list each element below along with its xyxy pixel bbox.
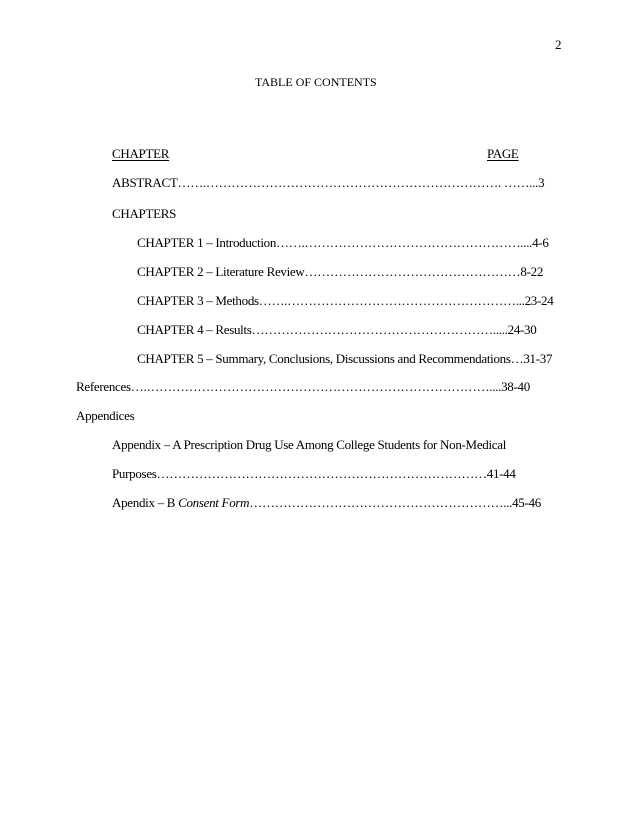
appendix-b-prefix: Apendix – B [112,495,179,510]
toc-entry-chapter-2: CHAPTER 2 – Literature Review……………………………………………8-22 [137,264,544,279]
toc-entry-chapter-3: CHAPTER 3 – Methods…….………………………………………………...23-24 [137,293,554,308]
toc-entry-abstract: ABSTRACT…….……………………………………………………………. ……...3 [112,175,545,190]
page-title: TABLE OF CONTENTS [255,75,377,89]
toc-entry-appendix-a-line2: Purposes……………………………………………………………………41-44 [112,466,516,481]
toc-entry-references: References….………………………………………………………………………....38-40 [76,379,530,394]
toc-entry-appendix-a-line1: Appendix – A Prescription Drug Use Among College Students for Non-Medical [112,437,507,452]
toc-entry-chapter-4: CHAPTER 4 – Results………………………………………………….....24-30 [137,322,537,337]
page-column-header: PAGE [487,146,519,161]
appendix-b-suffix: ……………………………………………………...45-46 [249,495,541,510]
chapters-heading: CHAPTERS [112,206,177,221]
appendices-heading: Appendices [76,408,135,423]
toc-entry-appendix-b [112,495,541,511]
chapter-column-header: CHAPTER [112,146,170,161]
toc-entry-chapter-1: CHAPTER 1 – Introduction…….……………………………………………....4-6 [137,235,549,250]
page-number: 2 [555,37,562,52]
appendix-b-title: Consent Form [178,495,250,510]
toc-entry-chapter-5: CHAPTER 5 – Summary, Conclusions, Discussions and Recommendations…31-37 [137,351,553,366]
